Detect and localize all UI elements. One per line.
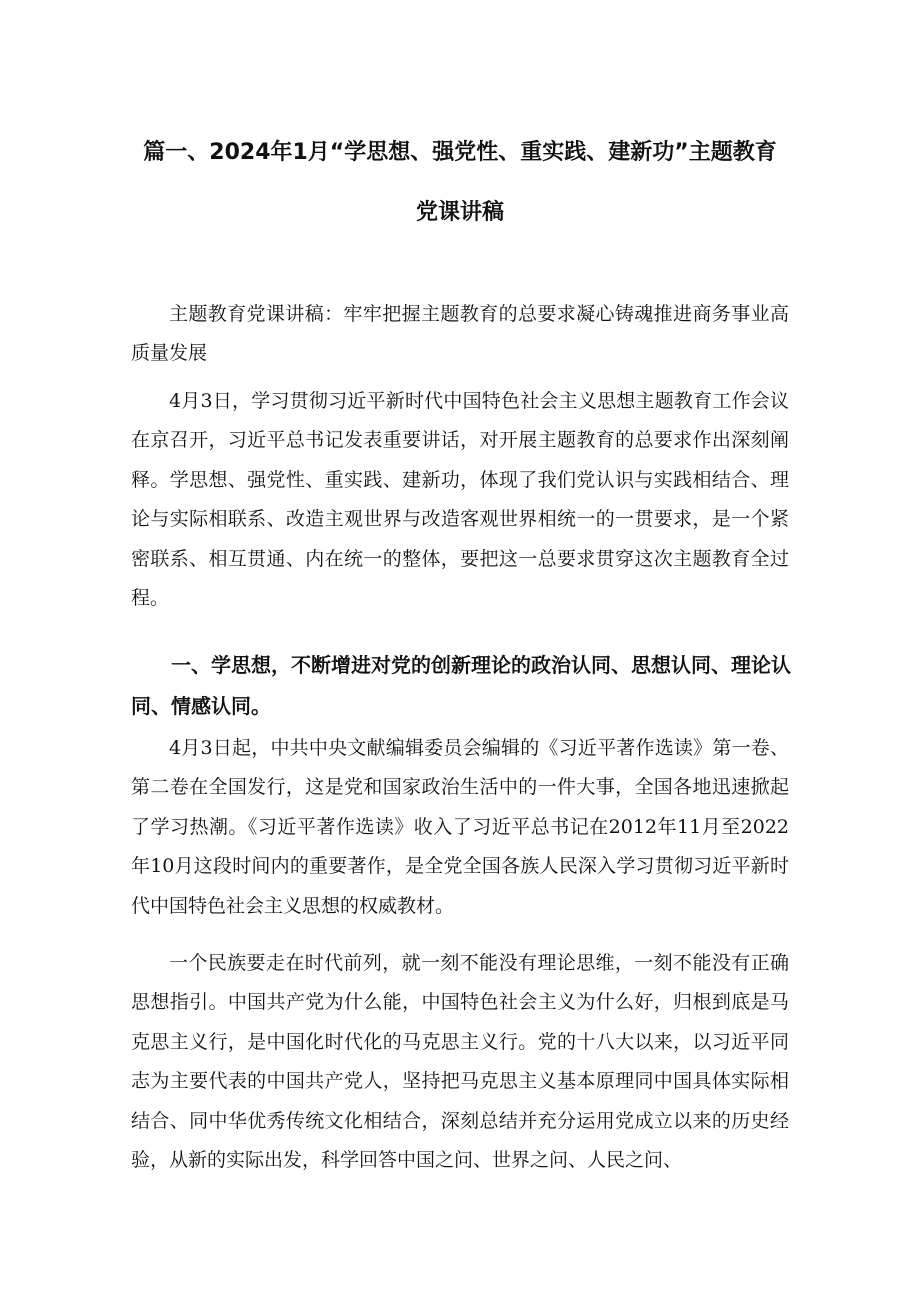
subtitle-paragraph: 主题教育党课讲稿：牢牢把握主题教育的总要求凝心铸魂推进商务事业高质量发展 [131, 303, 789, 365]
section-heading: 一、学思想，不断增进对党的创新理论的政治认同、思想认同、理论认同、情感认同。 [131, 653, 791, 718]
intro-paragraph: 4月3日，学习贯彻习近平新时代中国特色社会主义思想主题教育工作会议在京召开，习近平总书记发表重要讲话，对开展主题教育的总要求作出深刻阐释。学思想、强党性、重实践、建新功，体现了我们党认识与实践相结合、理论与实际相联系、改造主观世界与改造客观世界相统一的一贯要求，是一个紧密联系、相互贯通、内在统一的整体，要把这一总要求贯穿这次主题教育全过程。 [131, 390, 789, 610]
document-title-line-2: 党课讲稿 [415, 200, 504, 225]
section-paragraph-1: 4月3日起，中共中央文献编辑委员会编辑的《习近平著作选读》第一卷、第二卷在全国发行，这是党和国家政治生活中的一件大事，全国各地迅速掀起了学习热潮。《习近平著作选读》收入了习近平总书记在2012年11月至2022年10月这段时间内的重要著作，是全党全国各族人民深入学习贯彻习近平新时代中国特色社会主义思想的权威教材。 [131, 737, 789, 917]
section-paragraph-2: 一个民族要走在时代前列，就一刻不能没有理论思维，一刻不能没有正确思想指引。中国共产党为什么能，中国特色社会主义为什么好，归根到底是马克思主义行，是中国化时代化的马克思主义行。党的十八大以来，以习近平同志为主要代表的中国共产党人，坚持把马克思主义基本原理同中国具体实际相结合、同中华优秀传统文化相结合，深刻总结并充分运用党成立以来的历史经验，从新的实际出发，科学回答中国之问、世界之问、人民之问、 [131, 952, 789, 1172]
document-title-line-1: 篇一、2024年1月“学思想、强党性、重实践、建新功”主题教育 [143, 140, 777, 165]
